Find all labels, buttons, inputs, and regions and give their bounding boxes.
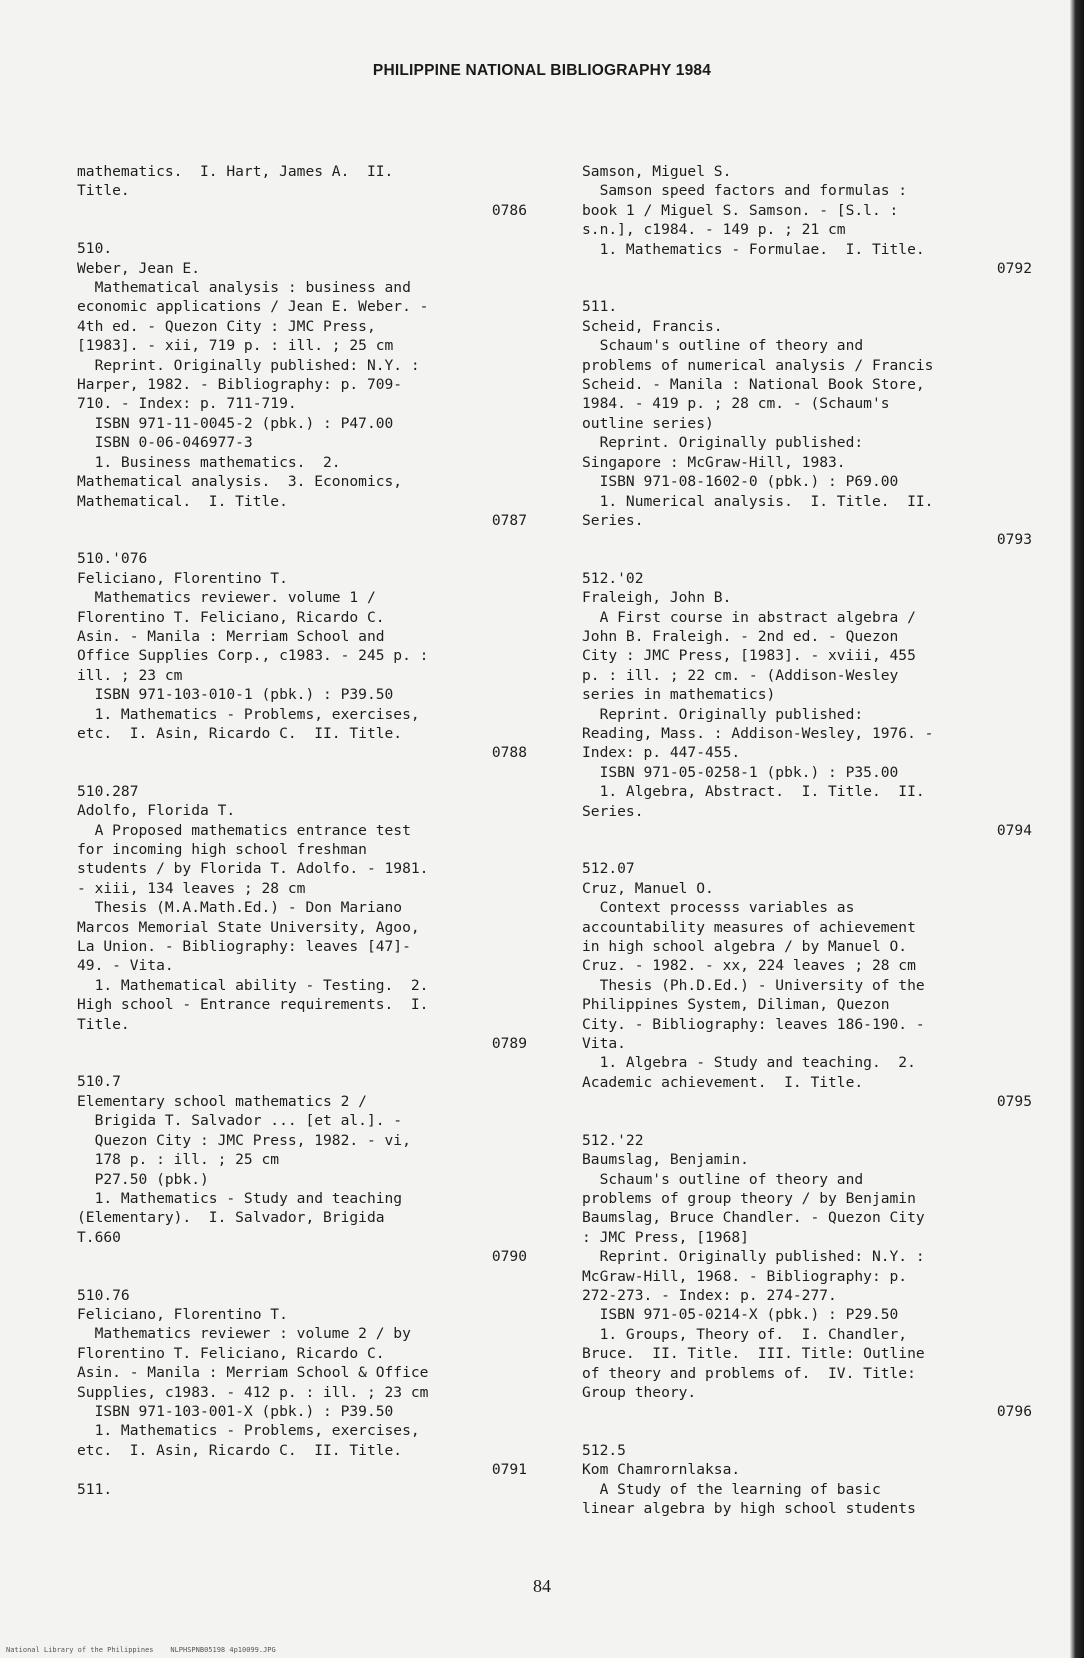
entry-line: Florentino T. Feliciano, Ricardo C.: [77, 608, 385, 626]
entry-line: Feliciano, Florentino T.: [77, 569, 288, 587]
entry-line: Marcos Memorial State University, Agoo,: [77, 918, 420, 936]
entry-line: P27.50 (pbk.): [77, 1170, 209, 1188]
entry-line: 178 p. : ill. ; 25 cm: [77, 1151, 280, 1169]
entry-line: : JMC Press, [1968]: [582, 1228, 749, 1246]
entry-line: John B. Fraleigh. - 2nd ed. - Quezon: [582, 627, 899, 645]
page-edge-shadow: [1070, 0, 1084, 1658]
entry-line: 272-273. - Index: p. 274-277.: [582, 1286, 837, 1304]
entry-line: 510.7: [77, 1073, 121, 1091]
entry-line: 1. Mathematical ability - Testing. 2.: [77, 976, 429, 994]
entry-line: 511.: [77, 1480, 113, 1498]
entry-line: Brigida T. Salvador ... [et al.]. -: [77, 1112, 403, 1130]
footer-scan-label: National Library of the Philippines NLPHSPNB05198 4p10099.JPG: [6, 1646, 276, 1654]
entry-number: 0788: [491, 744, 527, 762]
entry-gap: [77, 530, 527, 549]
entry-line: problems of numerical analysis / Francis: [582, 356, 934, 374]
entry-line: Singapore : McGraw-Hill, 1983.: [582, 453, 846, 471]
entry-line: 1. Groups, Theory of. I. Chandler,: [582, 1325, 908, 1343]
entry-line: Feliciano, Florentino T.: [77, 1305, 288, 1323]
entry-line: Mathematical analysis. 3. Economics,: [77, 473, 403, 491]
entry-line: students / by Florida T. Adolfo. - 1981.: [77, 860, 429, 878]
entry-line: Mathematics reviewer : volume 2 / by: [77, 1325, 411, 1343]
entry-line: ISBN 971-103-010-1 (pbk.) : P39.50: [77, 686, 394, 704]
entry-line: Cruz, Manuel O.: [582, 879, 714, 897]
entry-number: 0792: [996, 260, 1032, 278]
entry-line: High school - Entrance requirements. I.: [77, 996, 429, 1014]
entry-line: Supplies, c1983. - 412 p. : ill. ; 23 cm: [77, 1383, 429, 1401]
entry-line: 49. - Vita.: [77, 957, 174, 975]
entry-line: 710. - Index: p. 711-719.: [77, 395, 297, 413]
entry-line: Vita.: [582, 1035, 626, 1053]
entry-line: Mathematical. I. Title.: [77, 492, 288, 510]
entry-line: Series.: [582, 802, 644, 820]
entry-line: Context processs variables as: [582, 899, 855, 917]
entry-gap: [77, 1267, 527, 1286]
entry-line: Schaum's outline of theory and: [582, 337, 864, 355]
entry-line: Schaum's outline of theory and: [582, 1170, 864, 1188]
entry-line: 4th ed. - Quezon City : JMC Press,: [77, 317, 376, 335]
page-number: 84: [533, 1576, 551, 1596]
right-column: [582, 162, 1032, 1518]
entry-line: 510.76: [77, 1286, 130, 1304]
entry-line: ISBN 971-05-0214-X (pbk.) : P29.50: [582, 1306, 899, 1324]
entry-line: Academic achievement. I. Title.: [582, 1073, 864, 1091]
entry-gap: [582, 1422, 1032, 1441]
entry-gap: [77, 1053, 527, 1072]
entry-number: 0795: [996, 1093, 1032, 1111]
entry-line: La Union. - Bibliography: leaves [47]-: [77, 938, 411, 956]
entry-line: Adolfo, Florida T.: [77, 802, 236, 820]
entry-line: A Study of the learning of basic: [582, 1480, 881, 1498]
entry-line: 1. Algebra - Study and teaching. 2.: [582, 1054, 916, 1072]
entry-line: A First course in abstract algebra /: [582, 608, 916, 626]
entry-line: for incoming high school freshman: [77, 841, 367, 858]
entry-line: 1. Mathematics - Problems, exercises,: [77, 705, 420, 723]
entry-line: ISBN 971-103-001-X (pbk.) : P39.50: [77, 1402, 394, 1420]
entry-line: 511.: [582, 298, 618, 316]
entry-line: Scheid. - Manila : National Book Store,: [582, 376, 925, 394]
entry-line: Kom Chamrornlaksa.: [582, 1461, 741, 1479]
entry-line: Quezon City : JMC Press, 1982. - vi,: [77, 1131, 411, 1149]
entry-line: 512.'22: [582, 1131, 644, 1149]
entry-line: Reading, Mass. : Addison-Wesley, 1976. -: [582, 724, 934, 742]
entry-gap: [582, 840, 1032, 859]
entry-gap: [77, 220, 527, 239]
entry-line: Reprint. Originally published:: [582, 705, 864, 723]
entry-line: ISBN 971-08-1602-0 (pbk.) : P69.00: [582, 473, 899, 491]
entry-number: 0796: [996, 1403, 1032, 1421]
entry-line: series in mathematics): [582, 686, 776, 704]
entry-line: Thesis (Ph.D.Ed.) - University of the: [582, 976, 925, 994]
entry-line: Mathematical analysis : business and: [77, 279, 411, 297]
entry-line: Title.: [77, 1015, 130, 1033]
entry-number: 0786: [491, 201, 527, 219]
entry-line: Index: p. 447-455.: [582, 744, 741, 762]
entry-line: City : JMC Press, [1983]. - xviii, 455: [582, 647, 916, 665]
entry-line: accountability measures of achievement: [582, 918, 916, 936]
entry-line: Thesis (M.A.Math.Ed.) - Don Mariano: [77, 899, 403, 917]
entry-line: Baumslag, Benjamin.: [582, 1151, 749, 1169]
entry-line: Reprint. Originally published: N.Y. :: [77, 356, 420, 374]
entry-line: outline series): [582, 414, 714, 432]
entry-gap: [582, 1112, 1032, 1131]
entry-line: Samson, Miguel S.: [582, 163, 732, 180]
entry-gap: [77, 763, 527, 782]
entry-line: Harper, 1982. - Bibliography: p. 709-: [77, 376, 403, 394]
entry-number: 0789: [491, 1035, 527, 1053]
entry-line: Reprint. Originally published: N.Y. :: [582, 1248, 925, 1266]
entry-line: book 1 / Miguel S. Samson. - [S.l. :: [582, 201, 899, 219]
entry-line: [1983]. - xii, 719 p. : ill. ; 25 cm: [77, 337, 394, 355]
entry-line: 1. Numerical analysis. I. Title. II.: [582, 492, 934, 510]
entry-line: (Elementary). I. Salvador, Brigida: [77, 1209, 385, 1227]
entry-line: Philippines System, Diliman, Quezon: [582, 996, 890, 1014]
entry-line: Asin. - Manila : Merriam School & Office: [77, 1364, 429, 1382]
entry-line: Series.: [582, 511, 644, 529]
entry-line: Weber, Jean E.: [77, 259, 201, 277]
entry-line: Cruz. - 1982. - xx, 224 leaves ; 28 cm: [582, 957, 916, 975]
entry-line: Elementary school mathematics 2 /: [77, 1092, 367, 1110]
entry-line: Asin. - Manila : Merriam School and: [77, 627, 385, 645]
entry-line: 1. Mathematics - Problems, exercises,: [77, 1422, 420, 1440]
entry-line: Samson speed factors and formulas :: [582, 182, 908, 200]
entry-line: 510.'076: [77, 550, 148, 568]
entry-line: McGraw-Hill, 1968. - Bibliography: p.: [582, 1267, 908, 1285]
entry-line: 512.5: [582, 1441, 626, 1459]
entry-line: Title.: [77, 182, 130, 200]
entry-number: 0793: [996, 531, 1032, 549]
entry-line: T.660: [77, 1228, 121, 1246]
entry-line: Office Supplies Corp., c1983. - 245 p. :: [77, 647, 429, 665]
entry-line: etc. I. Asin, Ricardo C. II. Title.: [77, 1441, 403, 1459]
left-column: [77, 162, 527, 1499]
entry-line: A Proposed mathematics entrance test: [77, 821, 411, 839]
entry-line: 510.: [77, 240, 113, 258]
entry-gap: [582, 278, 1032, 297]
entry-number: 0794: [996, 822, 1032, 839]
entry-line: Reprint. Originally published:: [582, 434, 864, 452]
entry-line: s.n.], c1984. - 149 p. ; 21 cm: [582, 221, 846, 239]
entry-line: Baumslag, Bruce Chandler. - Quezon City: [582, 1209, 925, 1227]
entry-line: Florentino T. Feliciano, Ricardo C.: [77, 1344, 385, 1362]
entry-line: problems of group theory / by Benjamin: [582, 1189, 916, 1207]
entry-line: economic applications / Jean E. Weber. -: [77, 298, 429, 316]
entry-number: 0791: [491, 1461, 527, 1479]
entry-number: 0790: [491, 1248, 527, 1266]
entry-line: p. : ill. ; 22 cm. - (Addison-Wesley: [582, 666, 899, 684]
entry-line: of theory and problems of. IV. Title:: [582, 1364, 916, 1382]
entry-line: etc. I. Asin, Ricardo C. II. Title.: [77, 724, 403, 742]
entry-line: 512.'02: [582, 569, 644, 587]
entry-line: ISBN 971-11-0045-2 (pbk.) : P47.00: [77, 414, 394, 432]
entry-line: ISBN 971-05-0258-1 (pbk.) : P35.00: [582, 763, 899, 781]
entry-line: Fraleigh, John B.: [582, 589, 732, 607]
entry-line: ill. ; 23 cm: [77, 666, 183, 684]
entry-line: Scheid, Francis.: [582, 317, 723, 335]
entry-line: Group theory.: [582, 1383, 697, 1401]
entry-line: in high school algebra / by Manuel O.: [582, 938, 908, 956]
entry-line: 1. Business mathematics. 2.: [77, 453, 341, 471]
page-header: PHILIPPINE NATIONAL BIBLIOGRAPHY 1984: [372, 62, 712, 79]
entry-line: Bruce. II. Title. III. Title: Outline: [582, 1345, 925, 1363]
entry-line: linear algebra by high school students: [582, 1500, 916, 1517]
entry-line: 510.287: [77, 782, 139, 800]
entry-line: 1. Mathematics - Formulae. I. Title.: [582, 240, 925, 258]
entry-line: mathematics. I. Hart, James A. II.: [77, 163, 394, 180]
entry-line: 1. Mathematics - Study and teaching: [77, 1189, 403, 1207]
entry-gap: [582, 550, 1032, 569]
entry-line: 1. Algebra, Abstract. I. Title. II.: [582, 783, 925, 801]
entry-line: - xiii, 134 leaves ; 28 cm: [77, 879, 306, 897]
entry-number: 0787: [491, 511, 527, 529]
entry-line: 512.07: [582, 860, 635, 878]
entry-line: ISBN 0-06-046977-3: [77, 434, 253, 452]
entry-line: 1984. - 419 p. ; 28 cm. - (Schaum's: [582, 395, 890, 413]
entry-line: City. - Bibliography: leaves 186-190. -: [582, 1015, 925, 1033]
entry-line: Mathematics reviewer. volume 1 /: [77, 589, 376, 607]
